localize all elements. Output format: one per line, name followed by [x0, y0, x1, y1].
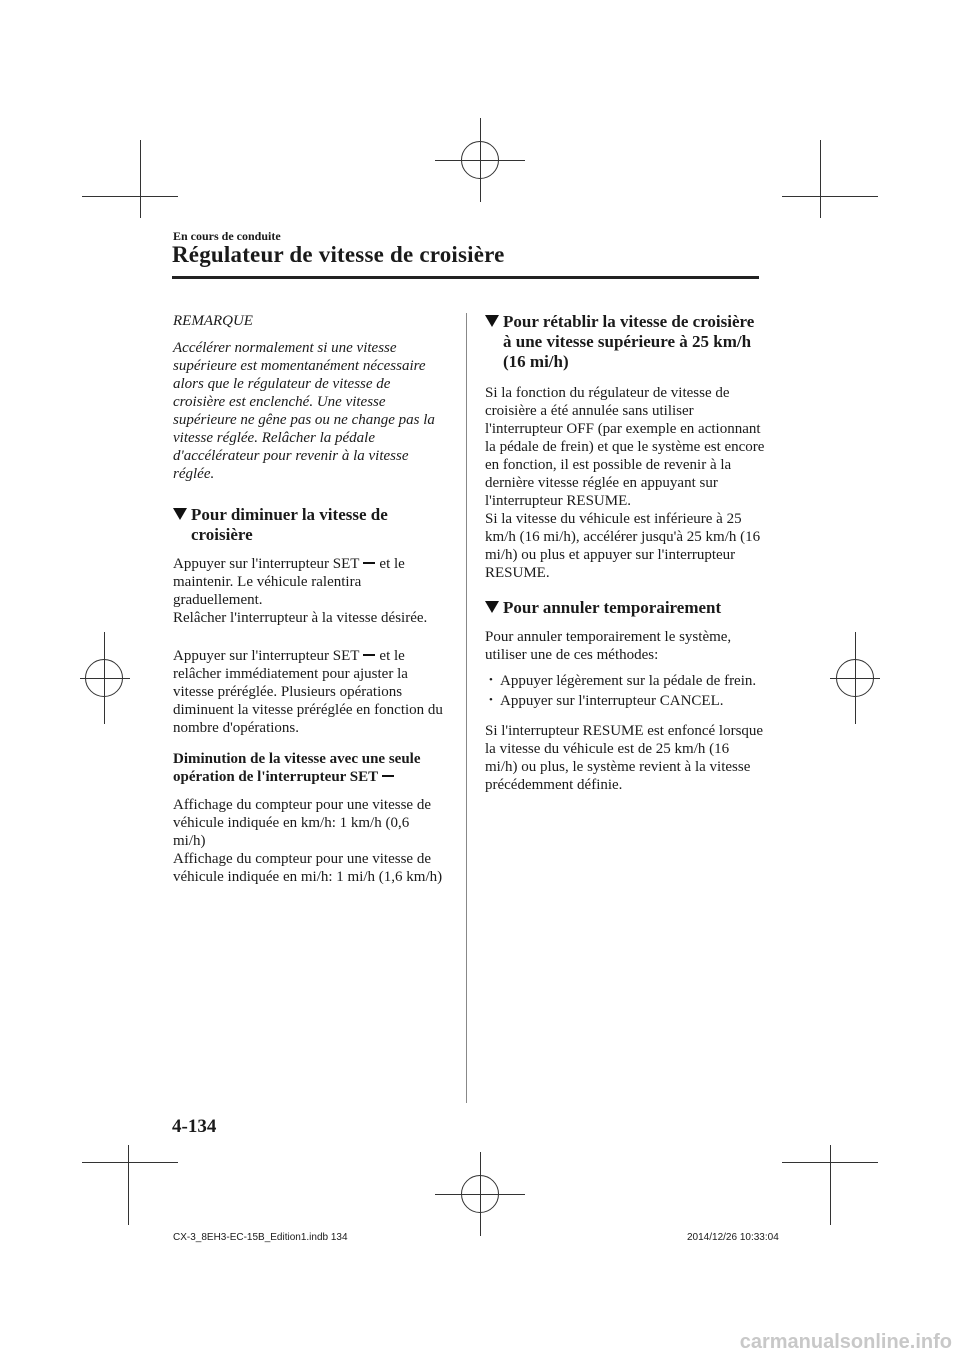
list-item: • Appuyer sur l'interrupteur CANCEL. [485, 692, 765, 710]
bold-subheading [173, 750, 443, 786]
heading-diminuer-text: Pour diminuer la vitesse de croisière [191, 505, 388, 544]
triangle-bullet-icon [485, 601, 499, 613]
paragraph-text: et le maintenir. Le véhicule ralentira graduellement. [173, 556, 405, 608]
section-label: En cours de conduite [173, 229, 281, 243]
left-column [173, 312, 443, 899]
paragraph [173, 647, 443, 737]
print-timestamp: 2014/12/26 10:33:04 [687, 1232, 779, 1243]
file-info: CX-3_8EH3-EC-15B_Edition1.indb 134 [173, 1232, 348, 1243]
minus-icon [382, 775, 394, 777]
crop-mark [128, 1145, 129, 1225]
paragraph-text: Appuyer sur l'interrupteur SET [173, 556, 360, 572]
heading-annuler [485, 598, 765, 618]
watermark: carmanualsonline.info [739, 1331, 952, 1353]
triangle-bullet-icon [173, 508, 187, 520]
crop-mark [820, 140, 821, 218]
paragraph: Si l'interrupteur RESUME est enfoncé lorsque la vitesse du véhicule est de 25 km/h (16 mi/h) ou plus, le système revient à la vitesse précédemment définie. [485, 723, 764, 793]
registration-circle [836, 659, 874, 697]
crop-mark [782, 196, 878, 197]
paragraph: Affichage du compteur pour une vitesse de véhicule indiquée en km/h: 1 km/h (0,6 mi/h) [173, 797, 431, 849]
paragraph-text: Appuyer sur l'interrupteur SET [173, 648, 360, 664]
paragraph: Affichage du compteur pour une vitesse de véhicule indiquée en mi/h: 1 mi/h (1,6 km/h) [173, 851, 443, 885]
crop-mark [140, 140, 141, 218]
note-text: Accélérer normalement si une vitesse supérieure est momentanément nécessaire alors que le régulateur de vitesse de croisière est enclenché. Une vitesse supérieure ne gêne pas ou ne change pas la vitesse réglée. Relâcher la pédale d'accélérateur pour revenir à la vitesse réglée. [173, 340, 435, 482]
registration-circle [461, 1175, 499, 1213]
crop-mark [830, 1145, 831, 1225]
paragraph-text: et le relâcher immédiatement pour ajuster la vitesse préréglée. Plusieurs opérations diminuent la vitesse préréglée en fonction du nombre d'opérations. [173, 648, 443, 736]
method-list [485, 672, 765, 710]
note-title: REMARQUE [173, 313, 253, 329]
right-column [485, 312, 765, 807]
minus-icon [363, 562, 375, 564]
registration-circle [461, 141, 499, 179]
heading-annuler-text: Pour annuler temporairement [503, 598, 722, 617]
page-number: 4-134 [172, 1116, 217, 1137]
paragraph: Pour annuler temporairement le système, utiliser une de ces méthodes: [485, 629, 732, 663]
minus-icon [363, 654, 375, 656]
heading-diminuer [173, 505, 443, 545]
paragraph: Si la vitesse du véhicule est inférieure à 25 km/h (16 mi/h), accélérer jusqu'à 25 km/h (16 mi/h) ou plus et appuyer sur l'interrupteur RESUME. [485, 511, 761, 581]
column-divider [466, 313, 467, 1103]
title-rule [172, 276, 759, 279]
paragraph-text: Relâcher l'interrupteur à la vitesse désirée. [173, 610, 428, 626]
heading-retablir-text: Pour rétablir la vitesse de croisière à une vitesse supérieure à 25 km/h (16 mi/h) [503, 312, 755, 371]
crop-mark [82, 196, 178, 197]
triangle-bullet-icon [485, 315, 499, 327]
heading-retablir [485, 312, 765, 372]
crop-mark [82, 1162, 178, 1163]
bold-subheading-text: Diminution de la vitesse avec une seule opération de l'interrupteur SET [173, 751, 421, 785]
registration-circle [85, 659, 123, 697]
list-item: • Appuyer légèrement sur la pédale de frein. [485, 672, 765, 690]
paragraph: Si la fonction du régulateur de vitesse de croisière a été annulée sans utiliser l'interrupteur OFF (par exemple en actionnant la pédale de frein) et que le système est encore en fonction, il est possible de revenir à la dernière vitesse réglée en appuyant sur l'interrupteur RESUME. [485, 385, 765, 509]
paragraph [173, 555, 443, 627]
page-title: Régulateur de vitesse de croisière [172, 242, 505, 267]
